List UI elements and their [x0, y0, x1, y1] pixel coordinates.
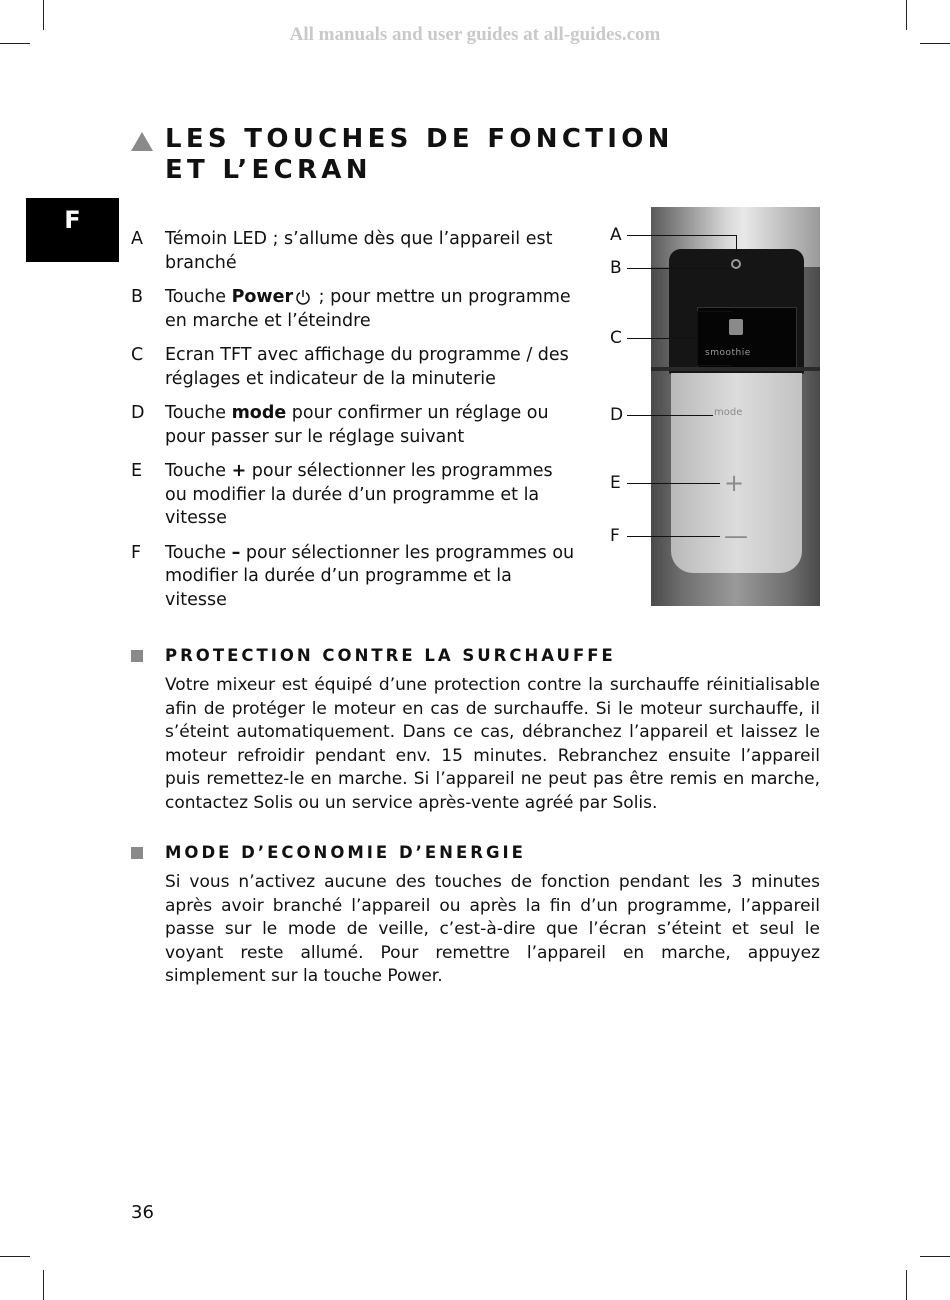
leader-line-e [627, 483, 720, 484]
key-list [131, 228, 576, 623]
list-item [131, 402, 576, 449]
item-text-pre: Touche [165, 461, 232, 481]
list-item [131, 344, 576, 391]
section-body-emphasis: Power [387, 966, 438, 986]
leader-line-f [627, 536, 720, 537]
item-text [165, 542, 576, 613]
title-line-2: ET L’ECRAN [165, 155, 372, 185]
leader-line-d [627, 415, 713, 416]
triangle-bullet-icon [131, 132, 153, 151]
item-letter: F [131, 542, 142, 563]
plus-key-icon: + [724, 469, 745, 497]
item-text-pre: Touche [165, 542, 232, 563]
callout-b: B [610, 258, 622, 278]
callout-d: D [610, 405, 624, 425]
list-item [131, 460, 576, 531]
item-text-post: pour sélectionner les programmes ou modifier la durée d’un programme et la vitesse [165, 461, 553, 528]
page-number: 36 [131, 1202, 154, 1223]
language-tab: F [26, 198, 119, 262]
leader-line-a [627, 235, 737, 236]
page-title [165, 124, 674, 186]
list-item [131, 542, 576, 613]
crop-mark [43, 1270, 44, 1300]
control-panel-photo [651, 207, 820, 606]
screen-logo: smoothie [705, 348, 751, 358]
item-text: Ecran TFT avec affichage du programme / des réglages et indicateur de la minuterie [165, 345, 569, 389]
item-text [165, 460, 576, 531]
item-text-bold: Power [231, 287, 294, 307]
cup-logo-icon [729, 319, 743, 335]
callout-a: A [610, 225, 622, 245]
item-text-post: ; pour mettre un programme en marche et l’éteindre [165, 287, 571, 331]
item-text: Témoin LED ; s’allume dès que l’appareil est branché [165, 229, 553, 273]
item-letter: A [131, 229, 143, 249]
minus-key-icon: — [724, 522, 748, 550]
section-heading: PROTECTION CONTRE LA SURCHAUFFE [165, 646, 616, 665]
section-body-text: Si vous n’activez aucune des touches de fonction pendant les 3 minutes après avoir branché l’appareil ou après la fin d’un programme, l’appareil passe sur le mode de veille, c’est-à-dire que l’écran s’éteint et seul le voyant reste allumé. Pour remettre l’appareil en marche, appuyez simplement sur la touche [165, 872, 820, 986]
leader-line-b [627, 268, 734, 269]
callout-f: F [610, 526, 620, 546]
tft-screen [697, 307, 797, 371]
section-heading: MODE D’ECONOMIE D’ENERGIE [165, 843, 526, 862]
list-item [131, 228, 576, 275]
item-text-post: pour sélectionner les programmes ou modifier la durée d’un programme et la vitesse [165, 542, 575, 610]
item-letter: E [131, 461, 143, 481]
item-text [165, 286, 576, 333]
item-letter: C [131, 345, 144, 365]
item-text-bold: mode [231, 403, 287, 423]
square-bullet-icon [131, 847, 143, 859]
item-text [165, 402, 576, 449]
square-bullet-icon [131, 650, 143, 662]
item-letter: D [131, 403, 145, 423]
leader-line-a-vert [736, 235, 737, 255]
callout-e: E [610, 473, 621, 493]
crop-mark [0, 1256, 30, 1257]
item-letter: B [131, 287, 144, 307]
list-item [131, 286, 576, 333]
leader-bracket-side [697, 311, 698, 366]
leader-bracket-top [697, 311, 732, 312]
crop-mark [920, 1256, 950, 1257]
item-text-pre: Touche [165, 287, 232, 307]
section-body: Votre mixeur est équipé d’une protection contre la surchauffe réinitialisable afin de protéger le moteur en cas de surchauffe. Si le moteur surchauffe, il s’éteint automatiquement. Dans ce cas, débranchez l’appareil et laissez le moteur refroidir pendant env. 15 minutes. Rebranchez ensuite l’appareil puis remettez-le en marche. Si l’appareil ne peut pas être remis en marche, contactez Solis ou un service après-vente agréé par Solis. [165, 675, 820, 813]
section-body-end: . [437, 966, 443, 986]
leader-bracket-bottom [697, 365, 732, 366]
item-text-pre: Touche [165, 403, 232, 423]
item-text-post: pour confirmer un réglage ou pour passer sur le réglage suivant [165, 403, 549, 447]
callout-c: C [610, 328, 622, 348]
panel-divider [651, 367, 820, 371]
watermark: All manuals and user guides at all-guides.com [289, 24, 661, 45]
item-text-bold: – [231, 542, 241, 563]
power-icon [295, 289, 311, 305]
leader-line-c [627, 338, 697, 339]
item-text-bold: + [231, 461, 247, 481]
mode-key-label: mode [714, 407, 743, 418]
crop-mark [906, 1270, 907, 1300]
title-line-1: LES TOUCHES DE FONCTION [165, 124, 674, 154]
section-body [165, 871, 820, 989]
